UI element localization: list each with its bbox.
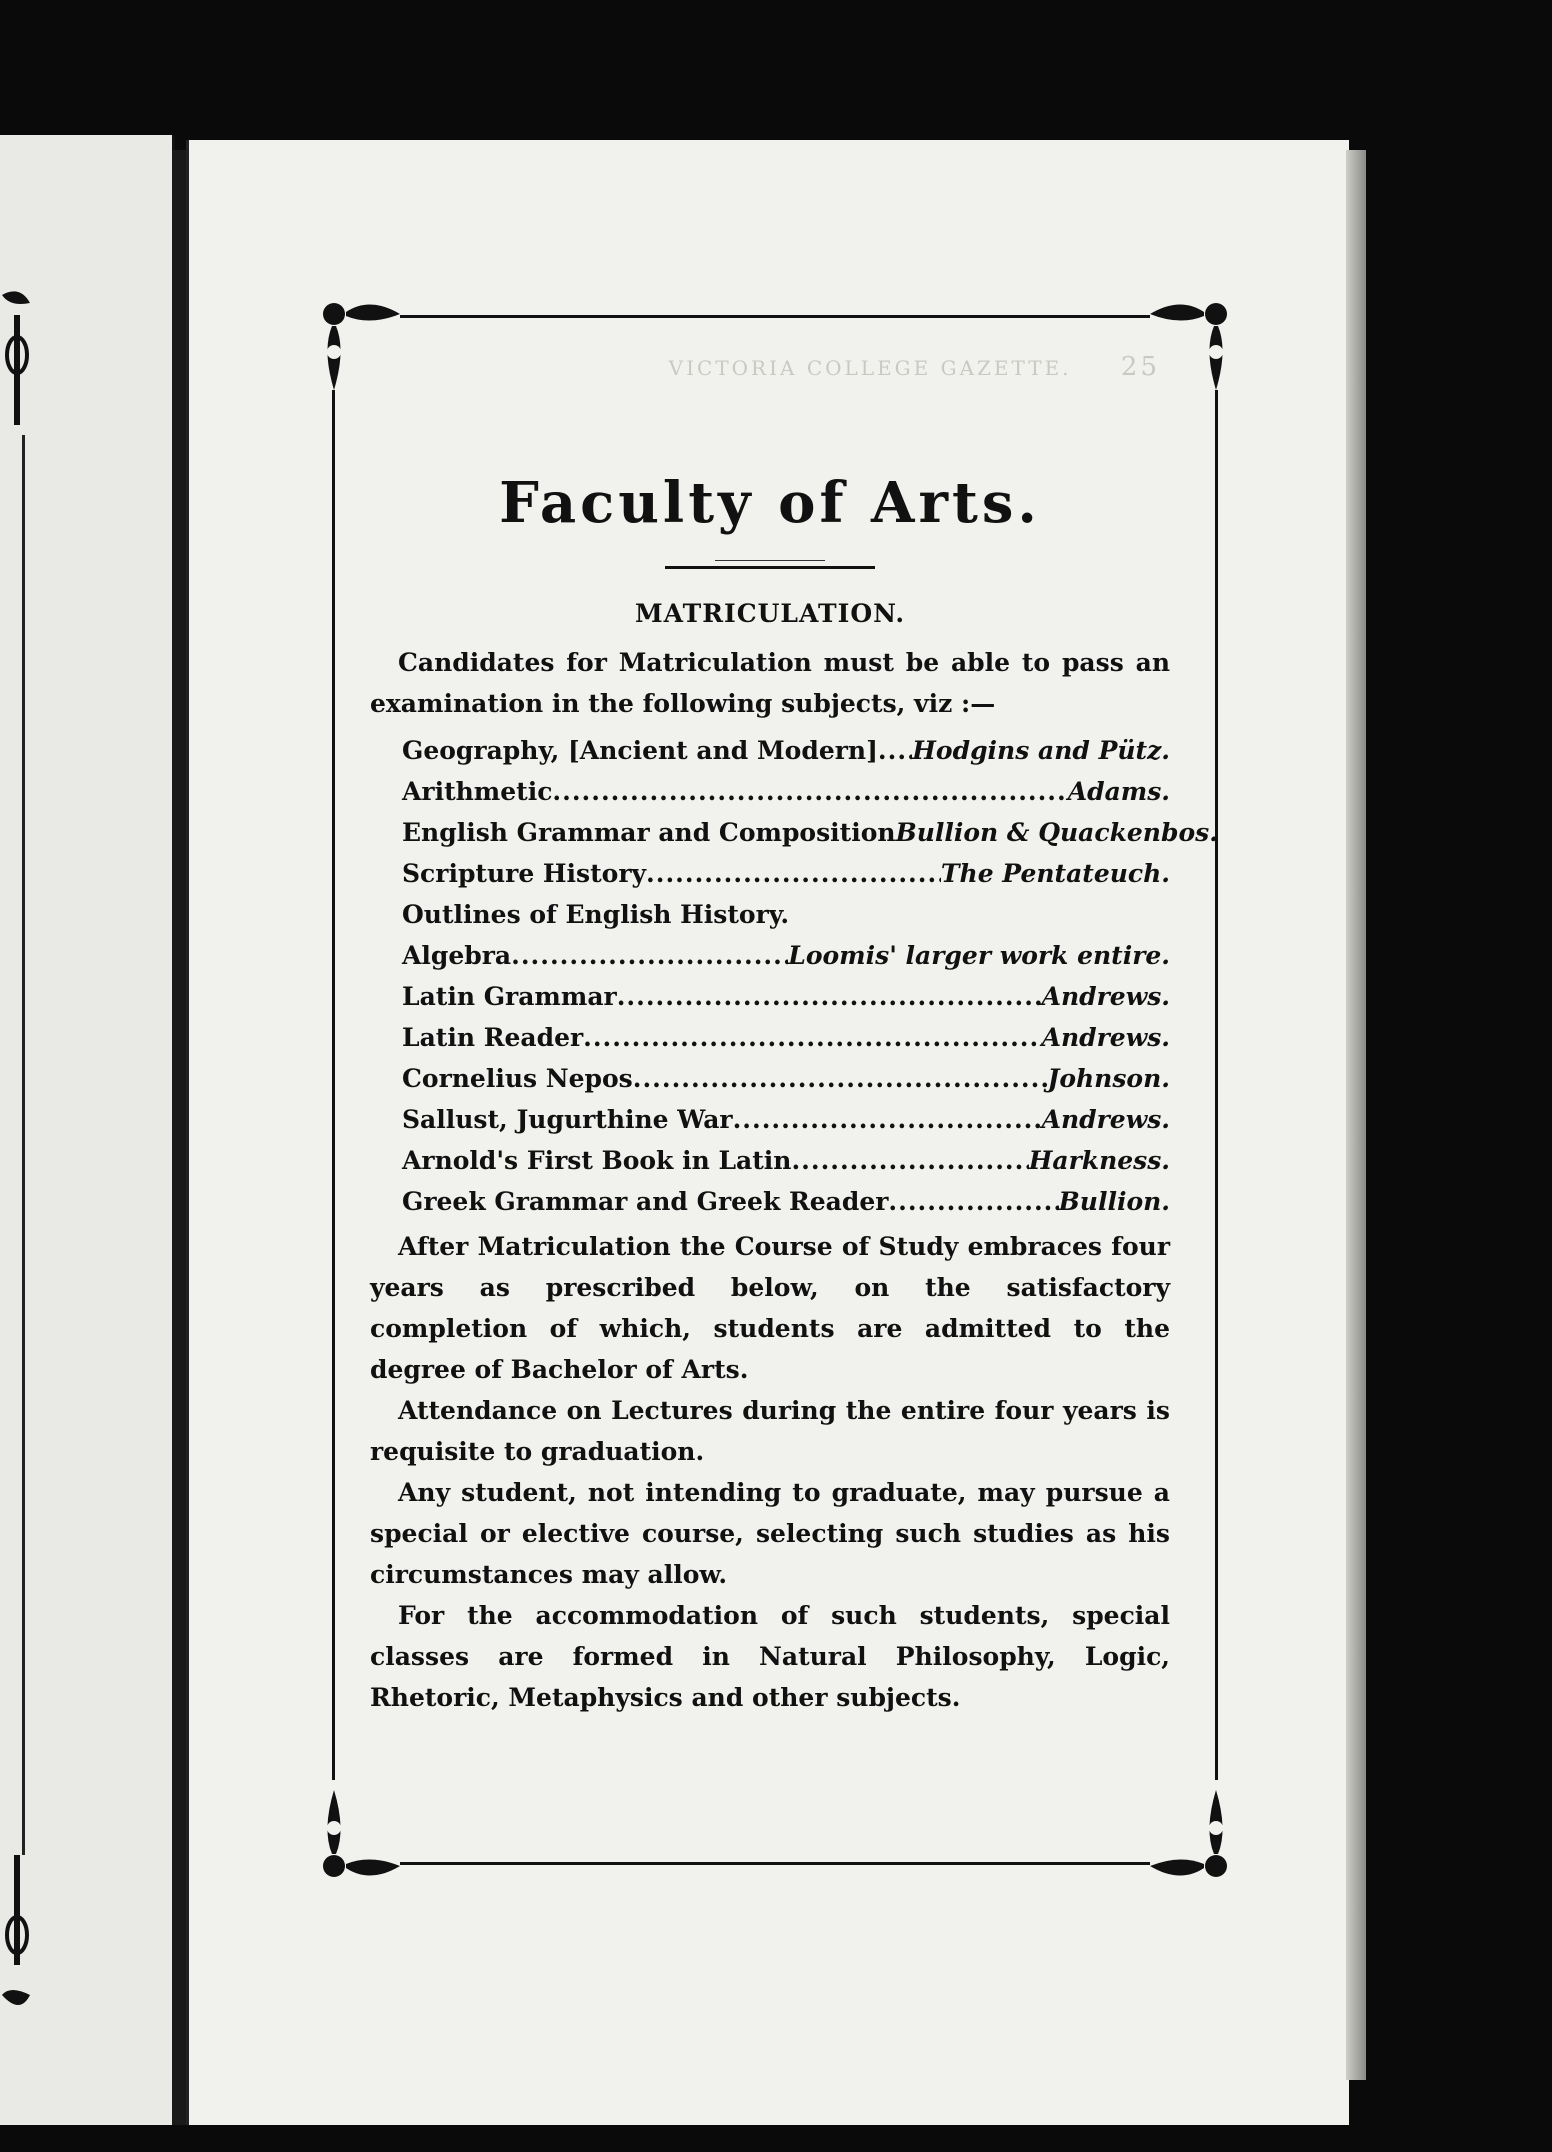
ornament-icon xyxy=(0,1855,40,2015)
subject-list xyxy=(402,730,1218,1222)
subject-name: Greek Grammar and Greek Reader xyxy=(402,1187,889,1216)
paragraph: Attendance on Lectures during the entire four years is requisite to graduation. xyxy=(370,1396,1170,1466)
textbook-name: Hodgins and Pütz. xyxy=(912,736,1170,765)
subject-name: Latin Grammar xyxy=(402,982,617,1011)
page-number: 25 xyxy=(1120,352,1160,382)
page-title: Faculty of Arts. xyxy=(499,470,1041,536)
list-item xyxy=(402,812,1218,853)
list-item xyxy=(402,935,1170,976)
leader-dots xyxy=(791,1140,1028,1181)
left-page-rule xyxy=(22,435,25,1855)
list-item xyxy=(402,1181,1170,1222)
textbook-name: Johnson. xyxy=(1047,1064,1170,1093)
list-item xyxy=(402,730,1170,771)
corner-ornament-icon xyxy=(1120,290,1230,400)
ornament-icon xyxy=(0,285,40,445)
intro-paragraph: Candidates for Matriculation must be able to pass an examination in the following subjects, viz :— xyxy=(370,648,1170,718)
textbook-name: Bullion & Quackenbos. xyxy=(895,818,1218,847)
subject-name: Arnold's First Book in Latin xyxy=(402,1146,792,1175)
running-header: VICTORIA COLLEGE GAZETTE. xyxy=(668,356,1072,380)
frame-bottom-rule xyxy=(400,1862,1150,1865)
leader-dots xyxy=(617,976,1042,1017)
subject-name: Arithmetic xyxy=(402,777,553,806)
subject-name: Outlines of English History. xyxy=(402,900,790,929)
leader-dots xyxy=(646,853,941,894)
list-item xyxy=(402,771,1170,812)
page-content xyxy=(370,470,1218,1718)
leader-dots xyxy=(511,935,788,976)
frame-right-rule xyxy=(1215,390,1218,1780)
subject-name: Algebra xyxy=(402,941,512,970)
list-item xyxy=(402,1140,1170,1181)
textbook-name: Andrews. xyxy=(1041,1023,1170,1052)
left-page xyxy=(0,135,175,2125)
paragraph: Any student, not intending to graduate, may pursue a special or elective course, selecting such studies as his circumstances may allow. xyxy=(370,1478,1170,1589)
subject-name: Scripture History xyxy=(402,859,647,888)
corner-ornament-icon xyxy=(320,290,430,400)
paragraph: After Matriculation the Course of Study embraces four years as prescribed below, on the satisfactory completion of which, students are admitted to the degree of Bachelor of Arts. xyxy=(370,1232,1170,1384)
leader-dots xyxy=(733,1099,1042,1140)
subject-name: English Grammar and Composition xyxy=(402,818,896,847)
list-item xyxy=(402,853,1170,894)
frame-top-rule xyxy=(400,315,1150,318)
corner-ornament-icon xyxy=(1120,1780,1230,1890)
leader-dots xyxy=(888,1181,1058,1222)
textbook-name: Andrews. xyxy=(1041,1105,1170,1134)
leader-dots xyxy=(552,771,1067,812)
textbook-name: Adams. xyxy=(1067,777,1170,806)
page-edge xyxy=(1346,150,1366,2080)
book-gutter xyxy=(172,150,186,2125)
textbook-name: Loomis' larger work entire. xyxy=(788,941,1170,970)
textbook-name: The Pentateuch. xyxy=(940,859,1170,888)
list-item xyxy=(402,1099,1170,1140)
list-item xyxy=(402,976,1170,1017)
list-item xyxy=(402,894,1170,935)
leader-dots xyxy=(878,730,912,771)
list-item xyxy=(402,1017,1170,1058)
subject-name: Latin Reader xyxy=(402,1023,584,1052)
textbook-name: Andrews. xyxy=(1041,982,1170,1011)
subject-name: Sallust, Jugurthine War xyxy=(402,1105,733,1134)
list-item xyxy=(402,1058,1170,1099)
frame-left-rule xyxy=(332,390,335,1780)
section-heading: MATRICULATION. xyxy=(634,599,906,628)
corner-ornament-icon xyxy=(320,1780,430,1890)
textbook-name: Bullion. xyxy=(1058,1187,1170,1216)
textbook-name: Harkness. xyxy=(1028,1146,1170,1175)
leader-dots xyxy=(583,1017,1041,1058)
leader-dots xyxy=(633,1058,1048,1099)
paragraph: For the accommodation of such students, special classes are formed in Natural Philosophy, Logic, Rhetoric, Metaphysics and other subjects. xyxy=(370,1601,1170,1712)
subject-name: Cornelius Nepos xyxy=(402,1064,633,1093)
subject-name: Geography, [Ancient and Modern] xyxy=(402,736,878,765)
title-rule xyxy=(665,566,875,569)
